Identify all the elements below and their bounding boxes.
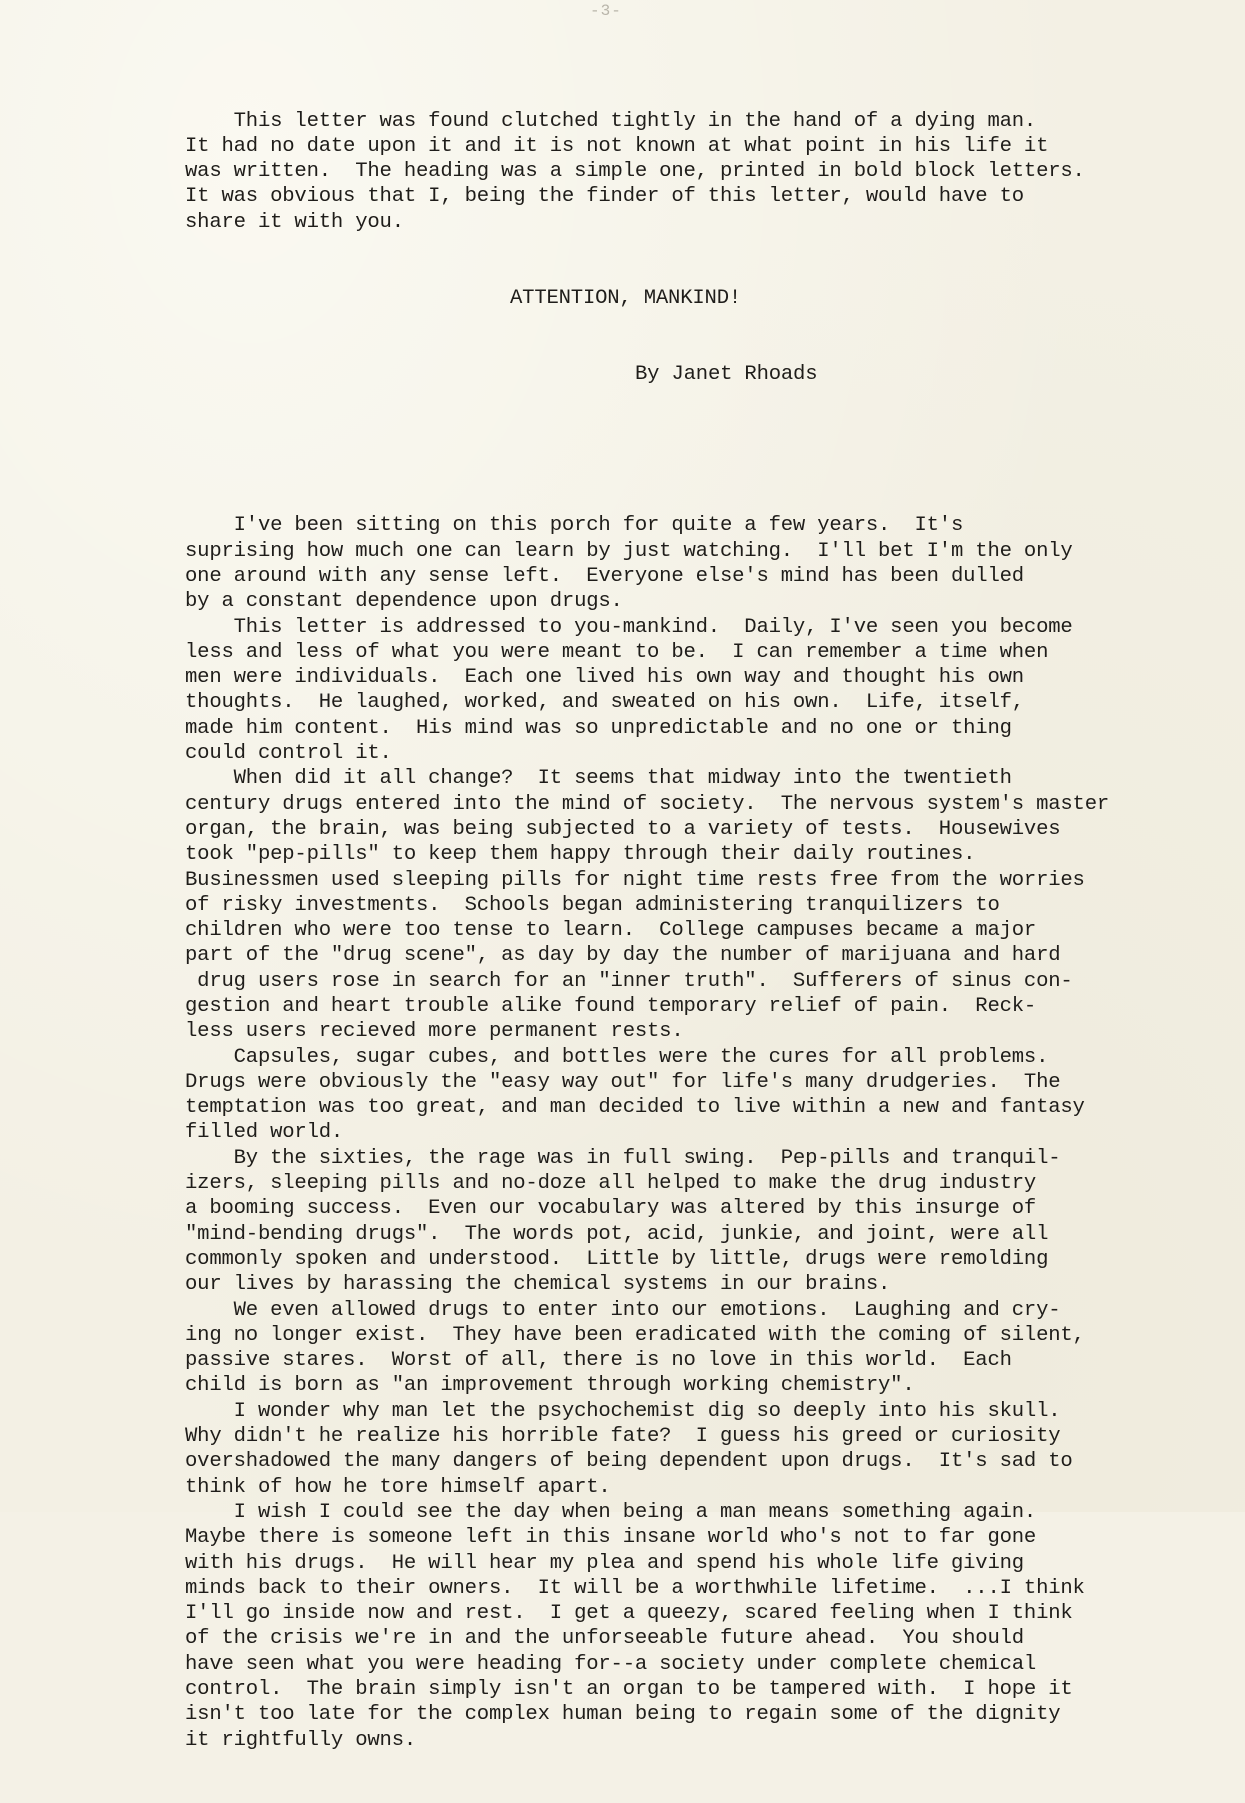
text-line: I wish I could see the day when being a man means something again. — [185, 1500, 1037, 1524]
text-line: of risky investments. Schools began administering tranquilizers to — [185, 893, 1000, 917]
page-number: -3- — [590, 2, 622, 20]
text-line: filled world. — [185, 1121, 344, 1145]
text-line: it rightfully owns. — [185, 1728, 417, 1752]
text-line: children who were too tense to learn. College campuses became a major — [185, 919, 1037, 943]
letter-body — [185, 513, 1145, 1753]
text-line: It was obvious that I, being the finder of this letter, would have to — [185, 185, 1024, 209]
text-line: share it with you. — [185, 210, 404, 234]
text-line: Capsules, sugar cubes, and bottles were the cures for all problems. — [185, 1045, 1049, 1069]
text-line: Maybe there is someone left in this insane world who's not to far gone — [185, 1526, 1037, 1550]
text-line: This letter is addressed to you-mankind. Daily, I've seen you become — [185, 615, 1073, 639]
intro-paragraph — [185, 109, 1145, 235]
text-line: child is born as "an improvement through working chemistry". — [185, 1374, 915, 1398]
text-line: temptation was too great, and man decided to live within a new and fantasy — [185, 1096, 1085, 1120]
text-line: part of the "drug scene", as day by day the number of marijuana and hard — [185, 944, 1061, 968]
text-line: was written. The heading was a simple one, printed in bold block letters. — [185, 160, 1085, 184]
text-line: By the sixties, the rage was in full swing. Pep-pills and tranquil- — [185, 1146, 1061, 1170]
text-line: our lives by harassing the chemical systems in our brains. — [185, 1273, 891, 1297]
text-line: isn't too late for the complex human being to regain some of the dignity — [185, 1703, 1061, 1727]
text-line: gestion and heart trouble alike found temporary relief of pain. Reck- — [185, 994, 1037, 1018]
text-line: a booming success. Even our vocabulary was altered by this insurge of — [185, 1197, 1037, 1221]
letter-text — [185, 58, 1145, 1803]
text-line: century drugs entered into the mind of society. The nervous system's master — [185, 792, 1110, 816]
text-line: drug users rose in search for an "inner truth". Sufferers of sinus con- — [185, 969, 1073, 993]
text-line: We even allowed drugs to enter into our emotions. Laughing and cry- — [185, 1298, 1061, 1322]
text-line: with his drugs. He will hear my plea and spend his whole life giving — [185, 1551, 1024, 1575]
blank-line — [185, 437, 1145, 462]
text-line: one around with any sense left. Everyone else's mind has been dulled — [185, 564, 1024, 588]
text-line: less users recieved more permanent rests. — [185, 1020, 684, 1044]
text-line: took "pep-pills" to keep them happy through their daily routines. — [185, 843, 976, 867]
text-line: by a constant dependence upon drugs. — [185, 590, 623, 614]
text-line: men were individuals. Each one lived his own way and thought his own — [185, 666, 1024, 690]
text-line: made him content. His mind was so unpredictable and no one or thing — [185, 716, 1012, 740]
text-line: I've been sitting on this porch for quite a few years. It's — [185, 514, 964, 538]
text-line: overshadowed the many dangers of being dependent upon drugs. It's sad to — [185, 1450, 1073, 1474]
text-line: Businessmen used sleeping pills for night time rests free from the worries — [185, 868, 1085, 892]
letter-title: ATTENTION, MANKIND! — [510, 286, 742, 310]
text-line: passive stares. Worst of all, there is no love in this world. Each — [185, 1349, 1012, 1373]
text-line: thoughts. He laughed, worked, and sweated on his own. Life, itself, — [185, 691, 1024, 715]
text-line: It had no date upon it and it is not known at what point in his life it — [185, 134, 1049, 158]
text-line: When did it all change? It seems that midway into the twentieth — [185, 767, 1012, 791]
text-line: This letter was found clutched tightly in the hand of a dying man. — [185, 109, 1037, 133]
text-line: less and less of what you were meant to be. I can remember a time when — [185, 640, 1049, 664]
text-line: could control it. — [185, 742, 392, 766]
text-line: organ, the brain, was being subjected to a variety of tests. Housewives — [185, 817, 1061, 841]
text-line: have seen what you were heading for--a society under complete chemical — [185, 1652, 1037, 1676]
text-line: suprising how much one can learn by just watching. I'll bet I'm the only — [185, 539, 1073, 563]
text-line: of the crisis we're in and the unforseeable future ahead. You should — [185, 1627, 1024, 1651]
text-line: "mind-bending drugs". The words pot, acid, junkie, and joint, were all — [185, 1222, 1049, 1246]
text-line: think of how he tore himself apart. — [185, 1475, 611, 1499]
byline: By Janet Rhoads — [635, 362, 818, 386]
text-line: I wonder why man let the psychochemist dig so deeply into his skull. — [185, 1399, 1061, 1423]
text-line: I'll go inside now and rest. I get a queezy, scared feeling when I think — [185, 1602, 1073, 1626]
text-line: commonly spoken and understood. Little by little, drugs were remolding — [185, 1247, 1049, 1271]
text-line: izers, sleeping pills and no-doze all helped to make the drug industry — [185, 1172, 1037, 1196]
text-line: Drugs were obviously the "easy way out" for life's many drudgeries. The — [185, 1070, 1061, 1094]
text-line: ing no longer exist. They have been eradicated with the coming of silent, — [185, 1323, 1085, 1347]
text-line: Why didn't he realize his horrible fate? I guess his greed or curiosity — [185, 1425, 1061, 1449]
text-line: minds back to their owners. It will be a worthwhile lifetime. ...I think — [185, 1576, 1085, 1600]
text-line: control. The brain simply isn't an organ to be tampered with. I hope it — [185, 1678, 1073, 1701]
